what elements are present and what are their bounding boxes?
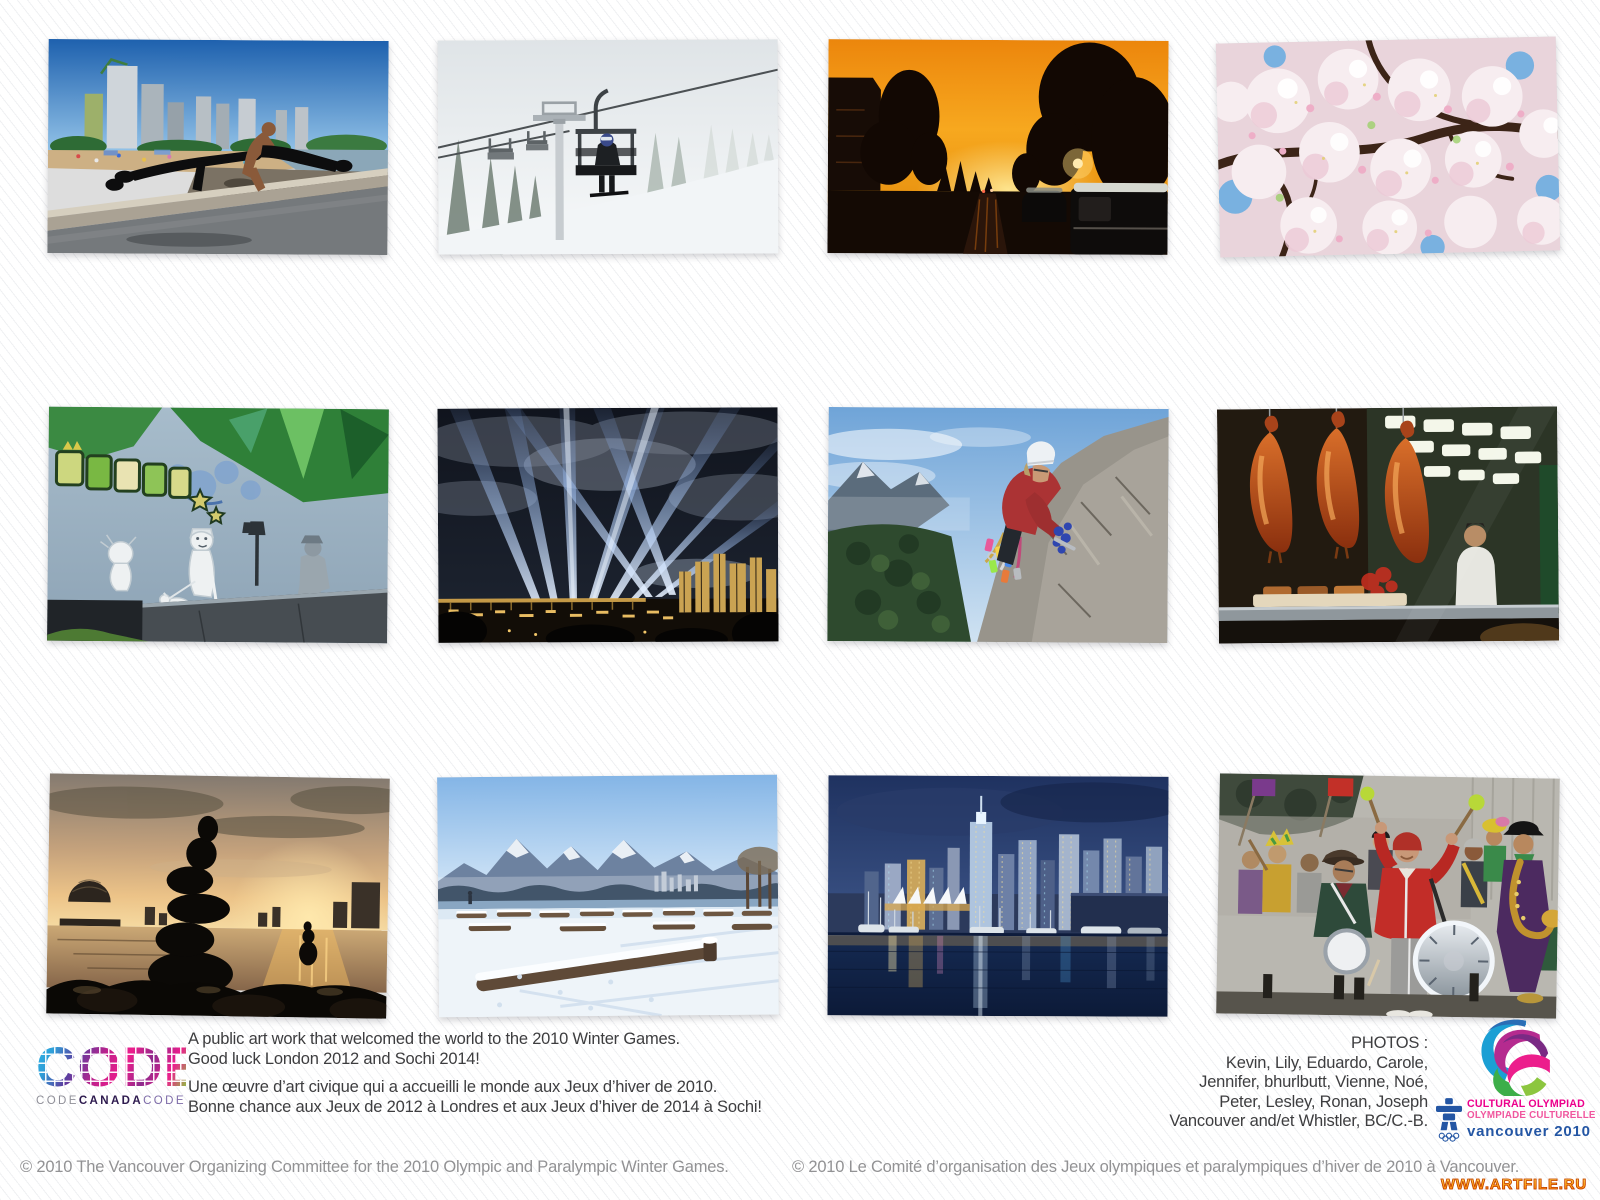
photo-credits-heading: PHOTOS :	[1351, 1034, 1428, 1052]
photo-cherry-blossoms	[1216, 36, 1560, 257]
photo-rock-climber	[827, 407, 1168, 643]
photo-chairlift-fog-art	[438, 39, 779, 254]
vancouver-2010-emblem	[1436, 1098, 1462, 1142]
caption-en-line1: A public art work that welcomed the world to the 2010 Winter Games.	[188, 1030, 680, 1048]
photo-credits-line1: Kevin, Lily, Eduardo, Carole,	[1225, 1053, 1428, 1072]
photo-credits-line2: Jennifer, bhurlbutt, Vienne, Noé,	[1199, 1073, 1428, 1091]
cultural-olympiad-lockup	[1436, 1098, 1596, 1142]
photo-inukshuk-sunset	[46, 773, 390, 1018]
olympic-rings-icon	[1437, 1132, 1461, 1142]
code-canada-logo	[36, 1035, 202, 1108]
photo-searchlight-night	[437, 407, 778, 642]
cultural-olympiad-title-fr: OLYMPIADE CULTURELLE	[1467, 1110, 1596, 1121]
photo-inukshuk-sunset-art	[46, 773, 390, 1018]
photo-acrobats-seawall-art	[47, 39, 388, 255]
photo-harbour-night	[827, 775, 1168, 1016]
copyright-en: © 2010 The Vancouver Organizing Committee for the 2010 Olympic and Paralympic Winter Games.	[20, 1158, 729, 1176]
photo-sunset-street	[827, 39, 1168, 255]
photo-rock-climber-art	[827, 407, 1168, 643]
code-subtitle-right: CODE	[143, 1095, 186, 1108]
caption-en-line2: Good luck London 2012 and Sochi 2014!	[188, 1049, 480, 1068]
cultural-olympiad-text	[1467, 1098, 1596, 1140]
photo-credits-line3: Peter, Lesley, Ronan, Joseph	[1219, 1092, 1428, 1111]
caption-fr-line1: Une œuvre d’art civique qui a accueilli le monde aux Jeux d’hiver de 2010.	[188, 1078, 718, 1096]
cultural-olympiad-swoosh-icon	[1471, 1014, 1557, 1096]
artfile-watermark: WWW.ARTFILE.RU	[1440, 1176, 1587, 1193]
caption-block	[188, 1030, 762, 1117]
photo-sunset-street-art	[827, 39, 1168, 255]
photo-graffiti-mural	[47, 407, 389, 644]
code-subtitle-left: CODE	[36, 1095, 79, 1108]
cultural-olympiad-logo	[1436, 1014, 1596, 1142]
code-logo-subtitle	[36, 1095, 186, 1107]
photo-bbq-ducks	[1217, 407, 1559, 644]
copyright-fr: © 2010 Le Comité d’organisation des Jeux olympiques et paralympiques d’hiver de 2010 à Vancouver.	[792, 1158, 1520, 1176]
photo-harbour-night-art	[827, 775, 1168, 1016]
cultural-olympiad-title-en: CULTURAL OLYMPIAD	[1467, 1098, 1585, 1110]
photo-chairlift-fog	[438, 39, 779, 254]
photo-snowy-beach-art	[437, 775, 779, 1018]
photo-graffiti-mural-art	[47, 407, 389, 644]
inukshuk-icon	[1436, 1098, 1462, 1132]
code-subtitle-canada: CANADA	[78, 1095, 144, 1108]
photo-bbq-ducks-art	[1217, 407, 1559, 644]
photo-acrobats-seawall	[47, 39, 388, 255]
photo-credits-line4: Vancouver and/et Whistler, BC/C.-B.	[1169, 1112, 1428, 1130]
photo-street-band-art	[1216, 773, 1560, 1018]
photo-searchlight-night-art	[437, 407, 778, 642]
photo-cherry-blossoms-art	[1216, 36, 1560, 257]
photo-snowy-beach	[437, 775, 779, 1018]
photo-street-band	[1216, 773, 1560, 1018]
photo-credits-block	[1169, 1034, 1428, 1132]
caption-fr-line2: Bonne chance aux Jeux de 2012 à Londres et aux Jeux d’hiver de 2014 à Sochi!	[188, 1097, 762, 1116]
vancouver-2010-wordmark: vancouver 2010	[1467, 1123, 1591, 1140]
code-logo-wordmark: CODE	[36, 1035, 202, 1098]
